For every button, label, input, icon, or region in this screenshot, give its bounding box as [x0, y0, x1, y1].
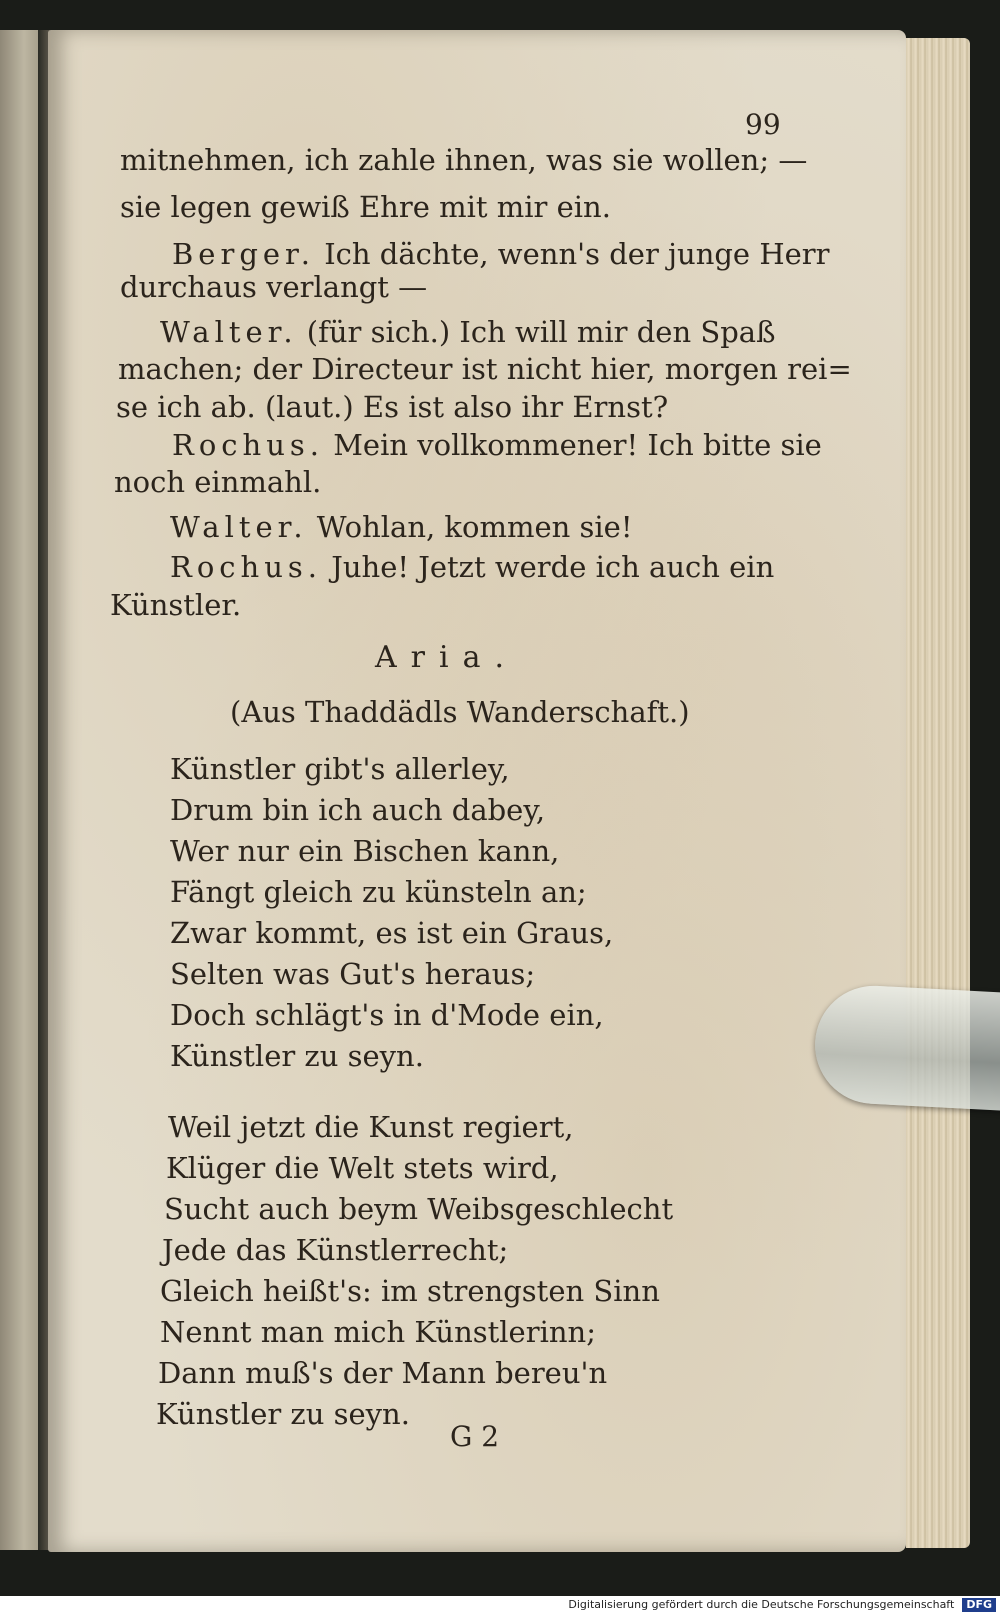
aria-heading: Aria.: [375, 640, 519, 675]
verse-line: Jede das Künstlerrecht;: [162, 1233, 509, 1267]
verse-line: Dann muß's der Mann bereu'n: [158, 1356, 608, 1390]
dfg-logo: DFG: [962, 1598, 996, 1612]
prose-text: mitnehmen, ich zahle ihnen, was sie wollen; —: [120, 143, 808, 177]
verse-line: Zwar kommt, es ist ein Graus,: [170, 916, 614, 950]
prose-line: [114, 465, 321, 499]
verse-line: Weil jetzt die Kunst regiert,: [168, 1110, 574, 1144]
aria-subtitle: (Aus Thaddädls Wanderschaft.): [230, 695, 690, 729]
verse-line: Fängt gleich zu künsteln an;: [170, 875, 587, 909]
verse-line: Klüger die Welt stets wird,: [166, 1151, 559, 1185]
verse-line: Drum bin ich auch dabey,: [170, 793, 546, 827]
prose-text: Ich dächte, wenn's der junge Herr: [324, 237, 830, 271]
verse-line: Selten was Gut's heraus;: [170, 957, 536, 991]
speaker-name: Rochus.: [172, 428, 324, 462]
prose-line: [120, 143, 807, 177]
verse-line: Sucht auch beym Weibsgeschlecht: [164, 1192, 674, 1226]
verse-line: Doch schlägt's in d'Mode ein,: [170, 998, 604, 1032]
signature-mark: G 2: [450, 1420, 500, 1453]
speaker-name: Berger.: [172, 237, 315, 271]
prose-line: [160, 315, 775, 349]
prose-text: durchaus verlangt —: [120, 270, 428, 304]
prose-text: sie legen gewiß Ehre mit mir ein.: [120, 190, 611, 224]
page-number: 99: [745, 108, 781, 141]
prose-line: [172, 237, 830, 271]
prose-line: [170, 550, 774, 584]
verse-line: Künstler zu seyn.: [170, 1039, 424, 1073]
prose-line: [118, 352, 852, 386]
verse-line: Wer nur ein Bischen kann,: [170, 834, 560, 868]
prose-text: noch einmahl.: [114, 465, 322, 499]
verse-line: Nennt man mich Künstlerinn;: [160, 1315, 596, 1349]
prose-line: [172, 428, 822, 462]
prose-line: [120, 270, 427, 304]
prose-text: (für sich.) Ich will mir den Spaß: [306, 315, 776, 349]
prose-text: Mein vollkommener! Ich bitte sie: [333, 428, 822, 462]
prose-text: machen; der Directeur ist nicht hier, morgen rei=: [118, 352, 852, 386]
prose-line: [110, 588, 241, 622]
prose-line: [120, 190, 611, 224]
verse-line: Künstler zu seyn.: [156, 1397, 410, 1431]
speaker-name: Rochus.: [170, 550, 322, 584]
speaker-name: Walter.: [170, 510, 308, 544]
prose-line: [116, 390, 668, 424]
prose-line: [170, 510, 633, 544]
verse-line: Künstler gibt's allerley,: [170, 752, 510, 786]
footer-text: Digitalisierung gefördert durch die Deutsche Forschungsgemeinschaft: [568, 1598, 955, 1611]
speaker-name: Walter.: [160, 315, 298, 349]
prose-text: Wohlan, kommen sie!: [316, 510, 633, 544]
digitization-footer: [0, 1596, 1000, 1614]
prose-text: Juhe! Jetzt werde ich auch ein: [331, 550, 775, 584]
verse-line: Gleich heißt's: im strengsten Sinn: [160, 1274, 660, 1308]
prose-text: Künstler.: [110, 588, 242, 622]
prose-text: se ich ab. (laut.) Es ist also ihr Ernst?: [116, 390, 669, 424]
